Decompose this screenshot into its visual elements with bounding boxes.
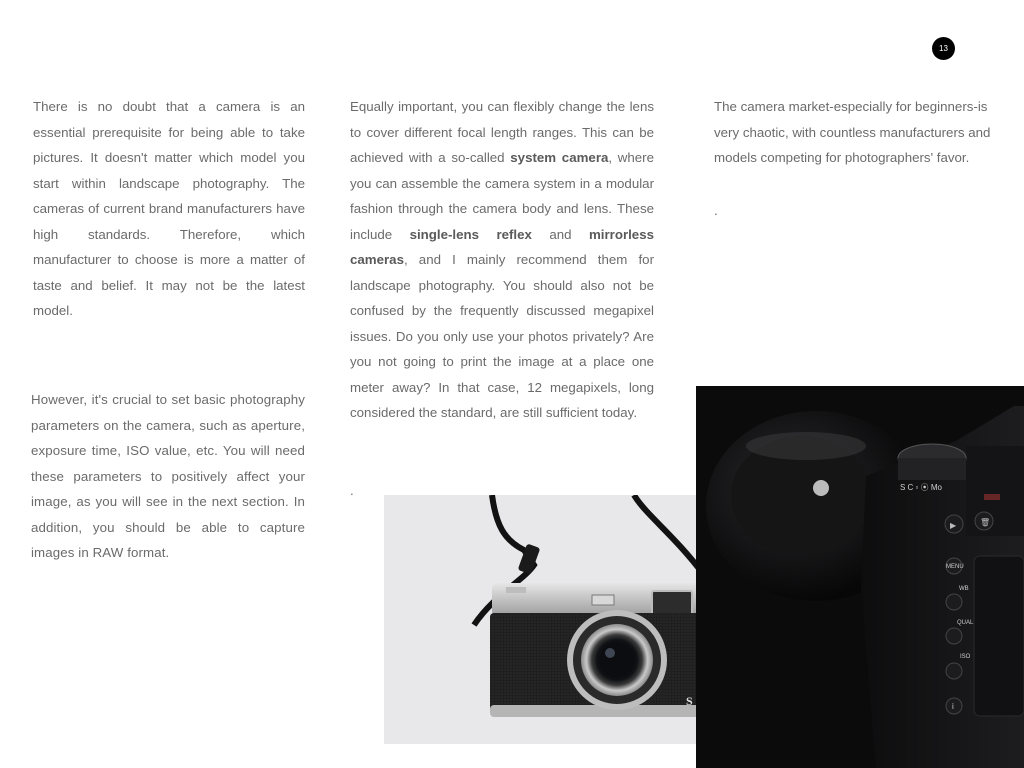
trash-icon: 🗑 bbox=[980, 518, 991, 527]
slr-term: single-lens reflex bbox=[409, 226, 532, 242]
dslr-camera-photo bbox=[696, 386, 1024, 768]
column1-paragraph2: However, it's crucial to set basic photography parameters on the camera, such as aperture, exposure time, ISO value, etc. You will need these parameters to positively affect your image, as you will see in the next section. In addition, you should be able to capture images in RAW format. bbox=[31, 392, 305, 560]
column2-text-a: Equally important, you can flexibly change the lens to cover different focal length ranges. This can be achieved with a so-called bbox=[350, 99, 654, 165]
mirrorless-term: mirrorless cameras bbox=[350, 226, 654, 267]
mode-dial-glyphs: S C ▫ ⦿ Mo bbox=[900, 483, 942, 492]
column3-trailing-mark: . bbox=[714, 203, 718, 218]
column2-text-c: and bbox=[531, 226, 589, 242]
page-number-badge: 13 bbox=[932, 37, 955, 60]
info-label: i bbox=[952, 702, 954, 711]
wb-label: WB bbox=[959, 586, 969, 592]
column2-paragraph1 bbox=[350, 94, 654, 426]
system-camera-term: system camera bbox=[510, 150, 609, 165]
column2-trailing-mark: . bbox=[350, 483, 354, 498]
column2-text-b: , where you can assemble the camera system in a modular fashion through the camera body and lens. These include bbox=[350, 150, 654, 242]
column3-paragraph1: The camera market-especially for beginners-is very chaotic, with countless manufacturers and models competing for photographers' favor. bbox=[714, 99, 991, 165]
menu-label: MENU bbox=[946, 564, 964, 570]
iso-label: ISO bbox=[960, 654, 971, 660]
column2-text-d: , and I mainly recommend them for landscape photography. You should also not be confused by the frequently discussed megapixel issues. Do you only use your photos privately? Are you not going to print the image at a place one meter away? In that case, 12 megapixels, long considered the standard, are still sufficient today. bbox=[350, 252, 654, 420]
play-icon: ▶ bbox=[950, 521, 957, 530]
column1-paragraph1: There is no doubt that a camera is an essential prerequisite for being able to take pictures. It doesn't matter which model you start within landscape photography. The cameras of current brand manufacturers have high standards. Therefore, which manufacturer to choose is more a matter of taste and belief. It may not be the latest model. bbox=[33, 99, 305, 318]
dslr-camera-illustration bbox=[696, 386, 1024, 768]
qual-label: QUAL bbox=[957, 620, 974, 626]
camera-badge-letter: S bbox=[686, 694, 693, 708]
